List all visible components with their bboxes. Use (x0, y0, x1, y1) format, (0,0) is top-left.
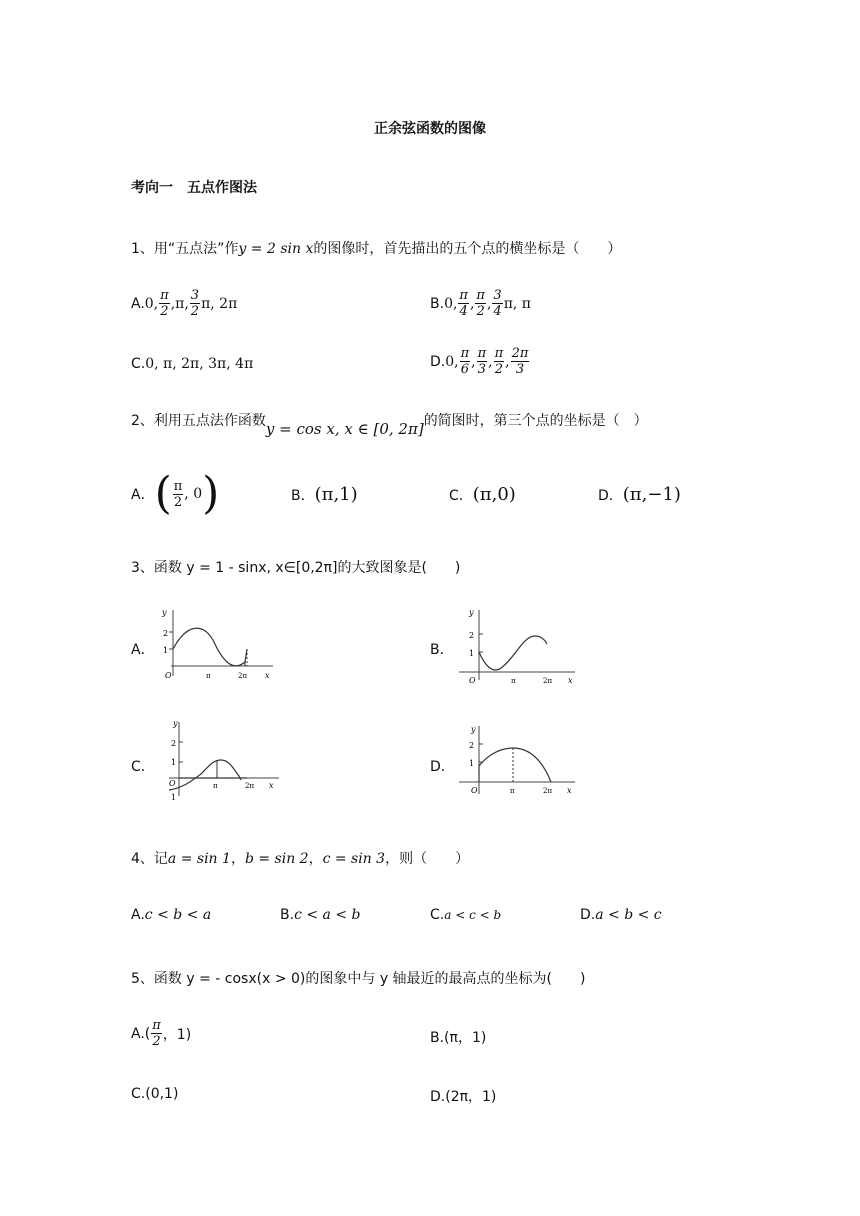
q3-graph-a[interactable] (155, 604, 280, 684)
q1-option-d[interactable]: D. 0, $\frac{\pi}{6}$ , $\frac{\pi}{3}$ , $\frac{\pi}{2}$ , $\frac{2\pi}{3}$ (430, 346, 529, 377)
pi-label: π (510, 787, 515, 795)
fraction: $\frac{\pi}{4}$ (459, 288, 468, 319)
q4-expr-a: a = sin 1 (167, 851, 231, 867)
label-2: 2 (163, 629, 169, 638)
q3-graph-b[interactable] (455, 604, 580, 686)
q5-option-d[interactable]: D.(2π，1) (430, 1089, 497, 1105)
q5-option-a[interactable] (131, 1018, 191, 1049)
twopi-label: 2π (543, 677, 553, 685)
section-heading: 考向一 五点作图法 (131, 180, 257, 196)
q1-prefix: 1、用“五点法”作 (131, 241, 239, 257)
curve (479, 636, 547, 670)
label-1: 1 (171, 758, 177, 767)
question-4 (131, 848, 469, 868)
math-text: ,π, (170, 295, 189, 312)
fraction: $\frac{\pi}{2}$ (152, 1018, 161, 1049)
label-2: 2 (469, 741, 475, 750)
curve (479, 748, 551, 782)
y-label: y (162, 608, 167, 617)
q4-option-d[interactable] (580, 907, 662, 923)
origin-label: O (469, 676, 476, 685)
q4-expr-b: b = sin 2 (244, 851, 309, 867)
fraction: $\frac{\pi}{3}$ (477, 346, 487, 377)
q1-expression: y = 2 sin x (238, 241, 314, 257)
math-text: π, 2π (201, 295, 238, 312)
math-text: π, π (503, 295, 532, 312)
q2-option-d[interactable] (598, 484, 681, 505)
label-1: 1 (469, 759, 475, 768)
math-text: (π,−1) (622, 484, 681, 505)
fraction: $\frac{\pi}{2}$ (160, 288, 169, 319)
q2-expression: y = cos x, x ∈ [0, 2π] (265, 420, 424, 438)
question-1 (131, 238, 621, 258)
q2-option-b[interactable] (291, 484, 358, 505)
q2-suffix: 的简图时，第三个点的坐标是（ ） (423, 413, 648, 429)
q4-prefix: 4、记 (131, 851, 168, 867)
math-text: , 0 (184, 486, 203, 502)
q3-graph-c[interactable] (165, 718, 285, 802)
q5-option-c[interactable]: C.(0,1) (131, 1086, 179, 1102)
option-label: C． (449, 487, 473, 504)
math-text: 0, (144, 295, 159, 312)
fraction: $\frac{\pi}{6}$ (460, 346, 470, 377)
fraction: $\frac{\pi}{2}$ (173, 478, 183, 510)
separator: ， (230, 851, 245, 867)
math-text: c < a < b (294, 907, 361, 923)
option-label: C. (131, 356, 146, 372)
twopi-label: 2π (245, 782, 255, 790)
math-text: a < b < c (595, 907, 662, 923)
twopi-label: 2π (238, 672, 248, 680)
x-label: x (567, 786, 572, 795)
label-2: 2 (469, 631, 475, 640)
q4-suffix: ，则（ ） (385, 851, 470, 867)
math-text: (π,0) (472, 484, 516, 505)
option-label: A.( (131, 1025, 151, 1042)
option-label: A． (131, 487, 155, 503)
x-label: x (568, 676, 573, 685)
q1-option-b[interactable]: B. 0, $\frac{\pi}{4}$ , $\frac{\pi}{2}$ , $\frac{3}{4}$ π, π (430, 288, 532, 319)
y-label: y (471, 725, 476, 734)
label-1: 1 (469, 649, 475, 658)
math-text: 0, (444, 295, 458, 312)
pi-label: π (511, 677, 516, 685)
fraction: $\frac{\pi}{2}$ (494, 346, 504, 377)
q1-suffix: 的图像时，首先描出的五个点的横坐标是（ ） (313, 241, 622, 257)
q3-graph-d[interactable] (455, 722, 580, 802)
origin-label: O (165, 671, 172, 680)
label-1: 1 (163, 646, 169, 655)
option-label: B． (291, 487, 315, 504)
q1-option-c[interactable] (131, 356, 253, 372)
label-2: 2 (171, 739, 177, 748)
fraction: $\frac{2\pi}{3}$ (511, 346, 529, 377)
q3-option-b-label[interactable]: B． (430, 642, 454, 658)
y-label: y (173, 719, 178, 728)
q5-option-b[interactable]: B.(π，1) (430, 1030, 487, 1046)
q3-option-c-label[interactable]: C． (131, 759, 155, 775)
math-text: 0, (445, 353, 459, 370)
option-label: B. (280, 907, 295, 923)
option-label: D． (598, 487, 623, 504)
math-text: a < c < b (444, 908, 502, 922)
q2-prefix: 2、利用五点法作函数 (131, 413, 266, 429)
option-label: A. (131, 907, 145, 923)
curve (173, 628, 245, 666)
fraction: $\frac{3}{2}$ (190, 288, 200, 319)
fraction: $\frac{\pi}{2}$ (476, 288, 485, 319)
question-3: 3、函数 y = 1 - sinx, x∈[0,2π]的大致图象是( ) (131, 560, 461, 576)
q2-option-c[interactable] (449, 484, 516, 505)
option-label: A. (131, 295, 145, 312)
label-neg-1: 1 (171, 793, 177, 802)
q2-option-a[interactable]: A． ( $\frac{\pi}{2}$ , 0 ) (131, 468, 220, 519)
pi-label: π (206, 672, 211, 680)
q4-expr-c: c = sin 3 (322, 851, 386, 867)
twopi-label: 2π (543, 787, 553, 795)
q1-option-a[interactable] (131, 288, 237, 319)
pi-label: π (213, 782, 218, 790)
fraction: $\frac{3}{4}$ (493, 288, 502, 319)
option-label: B. (430, 295, 445, 312)
separator: ， (308, 851, 323, 867)
question-5: 5、函数 y = - cosx(x > 0)的图象中与 y 轴最近的最高点的坐标为( ) (131, 971, 586, 987)
q4-option-a[interactable] (131, 907, 211, 923)
question-2 (131, 410, 648, 438)
q4-option-c[interactable] (430, 907, 501, 923)
math-text: (π,1) (314, 484, 358, 505)
q4-option-b[interactable] (280, 907, 360, 923)
math-text: c < b < a (144, 907, 212, 923)
curve (169, 760, 241, 790)
origin-label: O (169, 779, 176, 788)
y-label: y (469, 608, 474, 617)
x-label: x (265, 671, 270, 680)
origin-label: O (471, 786, 478, 795)
option-tail: ，1) (162, 1026, 192, 1043)
option-label: C. (430, 907, 445, 923)
option-label: D. (580, 907, 596, 923)
math-text: 0, π, 2π, 3π, 4π (145, 356, 254, 372)
page-title: 正余弦函数的图像 (374, 121, 486, 137)
option-label: D. (430, 353, 446, 370)
x-label: x (269, 781, 274, 790)
q3-option-a-label[interactable]: A． (131, 642, 155, 658)
q3-option-d-label[interactable]: D． (430, 759, 455, 775)
